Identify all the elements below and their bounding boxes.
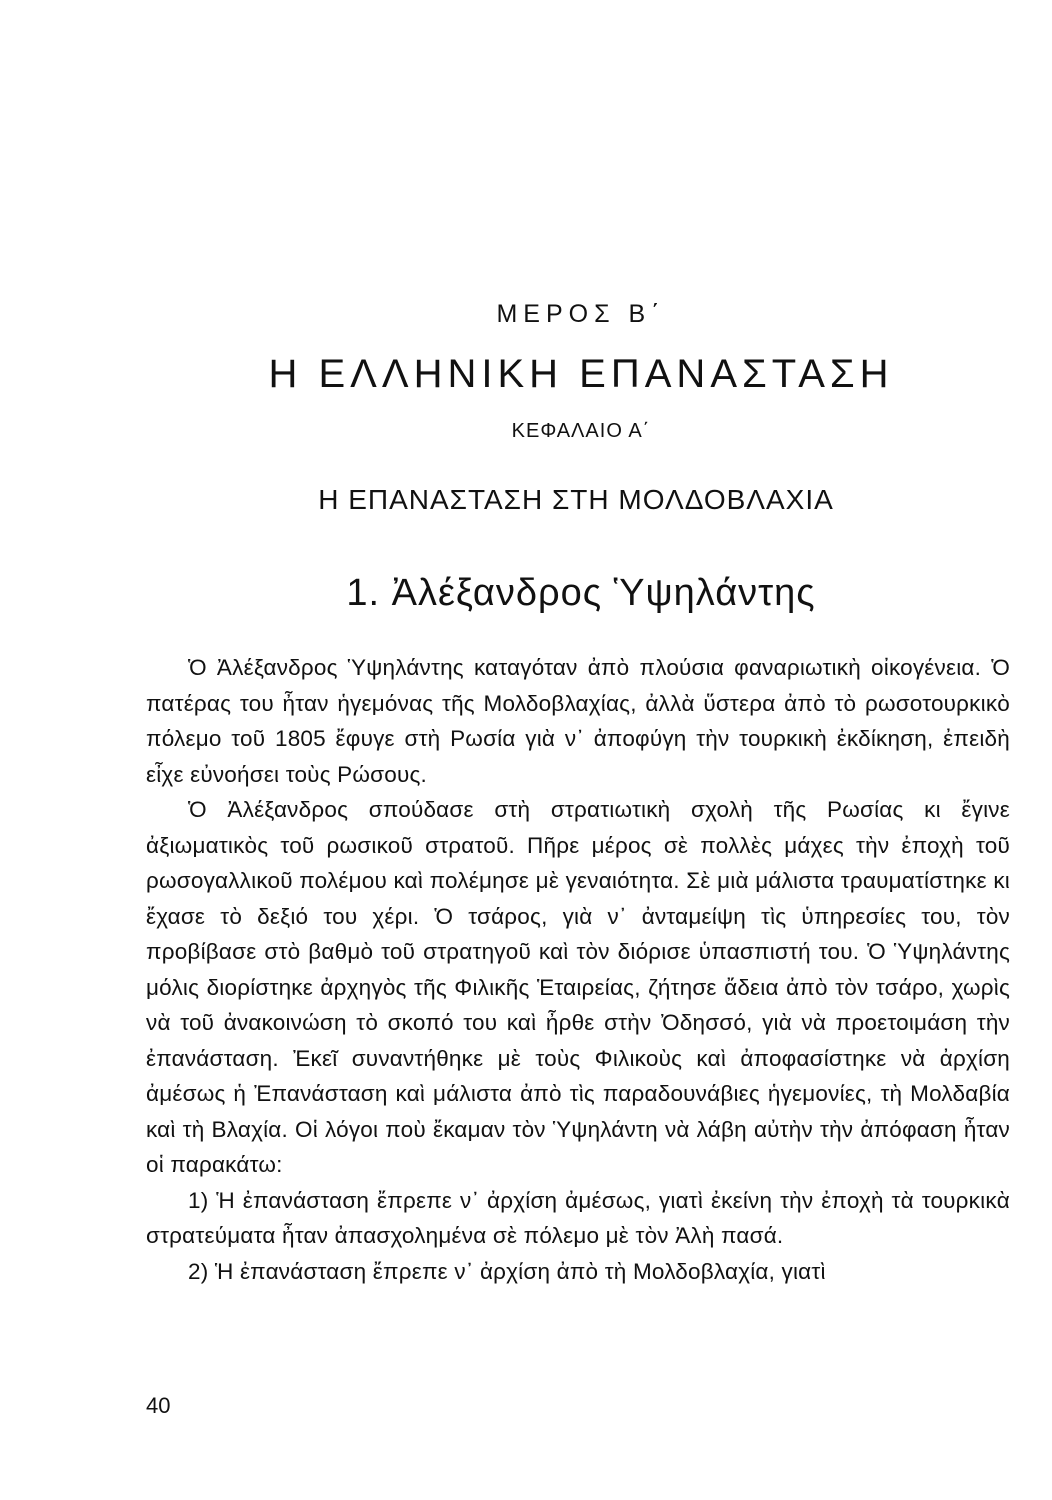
part-title: Η ΕΛΛΗΝΙΚΗ ΕΠΑΝΑΣΤΑΣΗ xyxy=(268,352,894,396)
section-title: 1. Ἀλέξανδρος Ὑψηλάντης xyxy=(346,572,816,614)
paragraph: 2) Ἡ ἐπανάσταση ἔπρεπε ν᾿ ἀρχίση ἀπὸ τὴ Μολδοβλαχία, γιατὶ xyxy=(188,1258,826,1284)
page-number: 40 xyxy=(146,1393,171,1418)
chapter-title: Η ΕΠΑΝΑΣΤΑΣΗ ΣΤΗ ΜΟΛΔΟΒΛΑΧΙΑ xyxy=(318,484,834,515)
chapter-label: ΚΕΦΑΛΑΙΟ Α΄ xyxy=(511,420,651,442)
paragraph: 1) Ἡ ἐπανάσταση ἔπρεπε ν᾿ ἀρχίση ἀμέσως, γιατὶ ἐκείνη τὴν ἐποχὴ τὰ τουρκικὰ στρατεύματα ἦταν ἀπασχολημένα σὲ πόλεμο μὲ τὸν Ἀλὴ πασά. xyxy=(146,1187,1010,1248)
part-label: ΜΕΡΟΣ Β΄ xyxy=(496,300,666,328)
paragraph: Ὁ Ἀλέξανδρος σπούδασε στὴ στρατιωτικὴ σχολὴ τῆς Ρωσίας κι ἔγινε ἀξιωματικὸς τοῦ ρωσικοῦ στρατοῦ. Πῆρε μέρος σὲ πολλὲς μάχες τὴν ἐποχὴ τοῦ ρωσογαλλικοῦ πολέμου καὶ πολέμησε μὲ γεναιότητα. Σὲ μιὰ μάλιστα τραυματίστηκε κι ἔχασε τὸ δεξιό του χέρι. Ὁ τσάρος, γιὰ ν᾿ ἀνταμείψη τὶς ὑπηρεσίες του, τὸν προβίβασε στὸ βαθμὸ τοῦ στρατηγοῦ καὶ τὸν διόρισε ὑπασπιστή του. Ὁ Ὑψηλάντης μόλις διορίστηκε ἀρχηγὸς τῆς Φιλικῆς Ἑταιρείας, ζήτησε ἄδεια ἀπὸ τὸν τσάρο, χωρὶς νὰ τοῦ ἀνακοινώση τὸ σκοπό του καὶ ἦρθε στὴν Ὀδησσό, γιὰ νὰ προετοιμάση τὴν ἐπανάσταση. Ἐκεῖ συναντήθηκε μὲ τοὺς Φιλικοὺς καὶ ἀποφασίστηκε νὰ ἀρχίση ἀμέσως ἡ Ἐπανάσταση καὶ μάλιστα ἀπὸ τὶς παραδουνάβιες ἡγεμονίες, τὴ Μολδαβία καὶ τὴ Βλαχία. Οἱ λόγοι ποὺ ἔκαμαν τὸν Ὑψηλάντη νὰ λάβη αὐτὴν τὴν ἀπόφαση ἦταν οἱ παρακάτω: xyxy=(146,797,1010,1177)
paragraph: Ὁ Ἀλέξανδρος Ὑψηλάντης καταγόταν ἀπὸ πλούσια φαναριωτικὴ οἰκογένεια. Ὁ πατέρας του ἦταν ἡγεμόνας τῆς Μολδοβλαχίας, ἀλλὰ ὕστερα ἀπὸ τὸ ρωσοτουρκικὸ πόλεμο τοῦ 1805 ἔφυγε στὴ Ρωσία γιὰ ν᾿ ἀποφύγη τὴν τουρκικὴ ἐκδίκηση, ἐπειδὴ εἶχε εὐνοήσει τοὺς Ρώσους. xyxy=(146,655,1010,787)
body-text xyxy=(146,650,1010,1289)
